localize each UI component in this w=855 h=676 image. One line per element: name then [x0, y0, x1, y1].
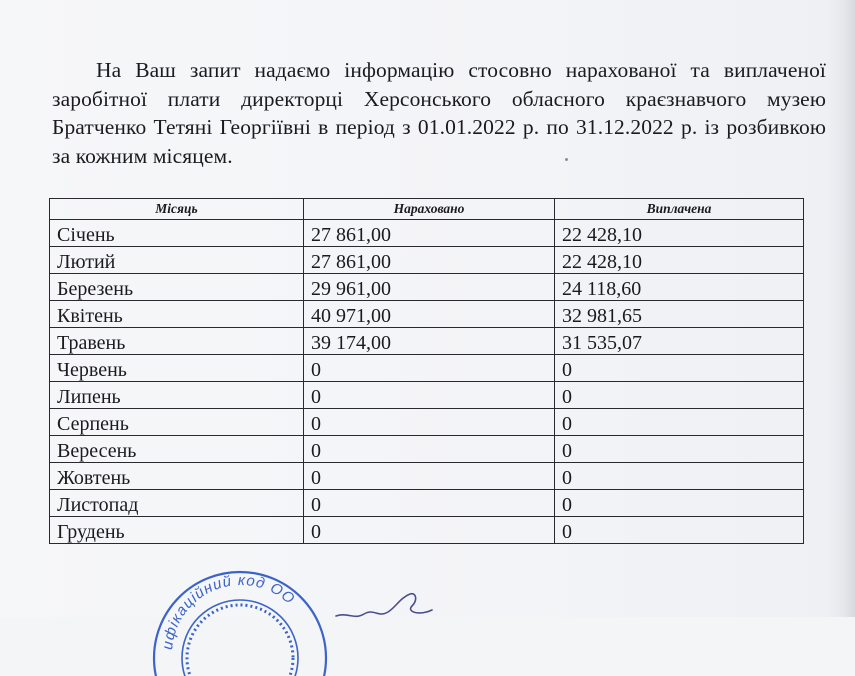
table-row — [50, 274, 804, 301]
cell-accrued: 39 174,00 — [304, 328, 555, 355]
cell-month: Грудень — [50, 517, 304, 544]
signature-stroke — [336, 594, 432, 617]
table-row — [50, 328, 804, 355]
signature — [330, 590, 450, 620]
cell-paid: 24 118,60 — [555, 274, 804, 301]
table-row — [50, 220, 804, 247]
cell-accrued: 0 — [304, 463, 555, 490]
cell-paid: 0 — [555, 355, 804, 382]
cell-accrued: 27 861,00 — [304, 247, 555, 274]
cell-accrued: 0 — [304, 409, 555, 436]
header-paid: Виплачена — [555, 199, 804, 220]
cell-paid: 0 — [555, 517, 804, 544]
cell-month: Січень — [50, 220, 304, 247]
cell-month: Жовтень — [50, 463, 304, 490]
cell-paid: 0 — [555, 382, 804, 409]
table-row — [50, 517, 804, 544]
cell-paid: 32 981,65 — [555, 301, 804, 328]
cell-paid: 22 428,10 — [555, 220, 804, 247]
cell-month: Вересень — [50, 436, 304, 463]
table-row — [50, 463, 804, 490]
letter-paragraph: На Ваш запит надаємо інформацію стосовно нарахованої та виплаченої заробітної плати директорці Херсонського обласного краєзнавчого музею Братченко Тетяні Георгіївні в період з 01.01.2022 р. по 31.12.2022 р. із розбивкою за кожним місяцем. — [52, 58, 826, 168]
cell-accrued: 27 861,00 — [304, 220, 555, 247]
cell-accrued: 0 — [304, 517, 555, 544]
cell-accrued: 40 971,00 — [304, 301, 555, 328]
cell-month: Лютий — [50, 247, 304, 274]
cell-accrued: 0 — [304, 382, 555, 409]
page-edge-shadow — [827, 0, 855, 617]
cell-paid: 0 — [555, 490, 804, 517]
cell-month: Серпень — [50, 409, 304, 436]
header-accrued: Нараховано — [304, 199, 555, 220]
cell-month: Квітень — [50, 301, 304, 328]
cell-paid: 0 — [555, 463, 804, 490]
table-row — [50, 490, 804, 517]
cell-paid: 31 535,07 — [555, 328, 804, 355]
cell-month: Листопад — [50, 490, 304, 517]
table-row — [50, 355, 804, 382]
cell-accrued: 0 — [304, 490, 555, 517]
cell-accrued: 29 961,00 — [304, 274, 555, 301]
cell-month: Травень — [50, 328, 304, 355]
official-stamp — [138, 566, 338, 676]
cell-month: Червень — [50, 355, 304, 382]
cell-month: Липень — [50, 382, 304, 409]
header-month: Місяць — [50, 199, 304, 220]
cell-paid: 0 — [555, 436, 804, 463]
table-row — [50, 382, 804, 409]
cell-paid: 0 — [555, 409, 804, 436]
table-row — [50, 436, 804, 463]
salary-table — [49, 198, 804, 544]
cell-month: Березень — [50, 274, 304, 301]
cell-accrued: 0 — [304, 355, 555, 382]
table-row — [50, 247, 804, 274]
table-header-row — [50, 199, 804, 220]
stamp-dotted-ring — [187, 605, 293, 676]
cell-accrued: 0 — [304, 436, 555, 463]
table-row — [50, 409, 804, 436]
table-row — [50, 301, 804, 328]
cell-paid: 22 428,10 — [555, 247, 804, 274]
stamp-inner-ring — [182, 600, 298, 676]
stamp-text: ифікаційний код ОО — [159, 571, 299, 651]
paper-speck — [565, 158, 568, 161]
